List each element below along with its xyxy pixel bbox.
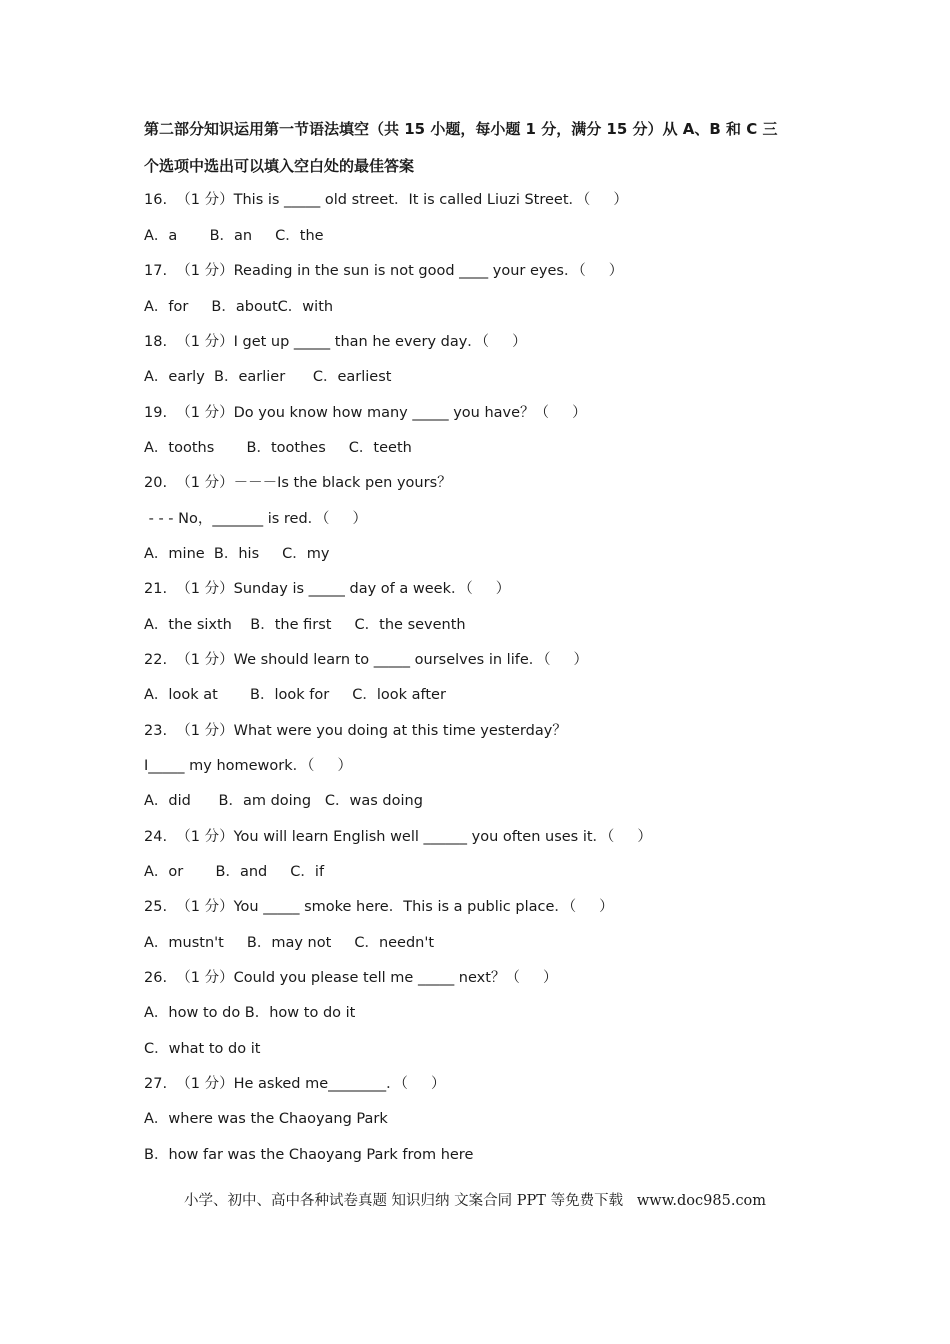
question-24-options: A．or B．and C．if xyxy=(144,864,325,880)
question-25-stem: 25. （1 分）You _____ smoke here．This is a public place．（ ） xyxy=(144,899,614,915)
question-17-options: A．for B．aboutC．with xyxy=(144,299,334,315)
question-25-options: A．mustn't B．may not C．needn't xyxy=(144,935,435,951)
question-24-stem: 24. （1 分）You will learn English well ______ you often uses it．（ ） xyxy=(144,829,652,845)
question-27-option-a: A．where was the Chaoyang Park xyxy=(144,1111,388,1127)
page-footer: 小学、初中、高中各种试卷真题 知识归纳 文案合同 PPT 等免费下载 www.doc985.com xyxy=(183,1193,767,1209)
question-21-stem: 21. （1 分）Sunday is _____ day of a week．（ ） xyxy=(144,581,511,597)
question-22-stem: 22. （1 分）We should learn to _____ ourselves in life．（ ） xyxy=(144,652,589,668)
question-26-stem: 26. （1 分）Could you please tell me _____ next？（ ） xyxy=(144,970,558,986)
question-22-options: A．look at B．look for C．look after xyxy=(144,687,446,703)
question-19-stem: 19. （1 分）Do you know how many _____ you have？（ ） xyxy=(144,405,587,421)
question-20-stem: 20. （1 分）－－－Is the black pen yours？ xyxy=(144,475,452,491)
question-27-stem: 27. （1 分）He asked me________．（ ） xyxy=(144,1076,446,1092)
question-21-options: A．the sixth B．the first C．the seventh xyxy=(144,617,466,633)
section-heading-line-2: 个选项中选出可以填入空白处的最佳答案 xyxy=(144,157,415,175)
question-27-option-b: B．how far was the Chaoyang Park from here xyxy=(144,1147,474,1163)
question-16-options: A．a B．an C．the xyxy=(144,228,324,244)
question-20-options: A．mine B．his C．my xyxy=(144,546,330,562)
question-23-stem: 23. （1 分）What were you doing at this time yesterday？ xyxy=(144,723,567,739)
question-20-stem-reply: - - - No，_______ is red．（ ） xyxy=(144,511,367,527)
question-16-stem: 16. （1 分）This is _____ old street．It is called Liuzi Street．（ ） xyxy=(144,192,628,208)
question-26-options: A．how to do B．how to do it xyxy=(144,1005,356,1021)
question-18-stem: 18. （1 分）I get up _____ than he every day．（ ） xyxy=(144,334,527,350)
question-23-options: A．did B．am doing C．was doing xyxy=(144,793,423,809)
question-23-stem-reply: I_____ my homework．（ ） xyxy=(144,758,352,774)
question-18-options: A．early B．earlier C．earliest xyxy=(144,369,392,385)
question-17-stem: 17. （1 分）Reading in the sun is not good ____ your eyes．（ ） xyxy=(144,263,624,279)
section-heading-line-1: 第二部分知识运用第一节语法填空（共 15 小题，每小题 1 分，满分 15 分）从 A、B 和 C 三 xyxy=(144,120,778,138)
question-26-options-c: C．what to do it xyxy=(144,1041,261,1057)
question-19-options: A．tooths B．toothes C．teeth xyxy=(144,440,412,456)
